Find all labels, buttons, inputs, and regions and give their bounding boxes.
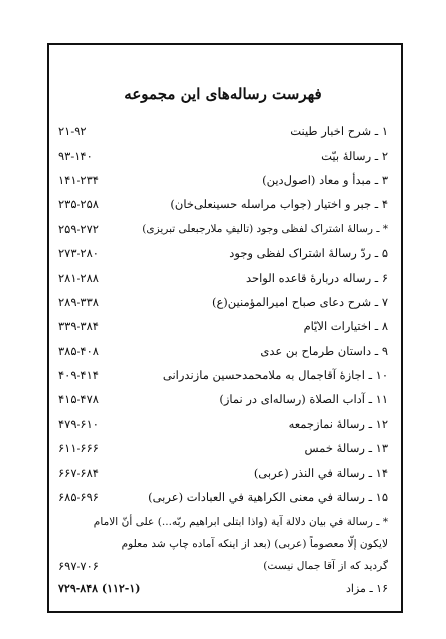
- toc-label: ۱۵ ـ رسالة في معنی الكراهية في العبادات (عربی): [148, 490, 388, 505]
- toc-row: [58, 460, 388, 484]
- toc-label: ۹ ـ داستان طرماح بن عدی: [260, 343, 388, 358]
- toc-pages: ۲۷۳-۲۸۰: [58, 246, 99, 261]
- toc-pages: (۱۱۲-۱) ۷۲۹-۸۴۸: [58, 581, 141, 595]
- toc-pages: ۶۹۷-۷۰۶: [58, 559, 99, 574]
- toc-label: ۱۲ ـ رسالهٔ نمازجمعه: [288, 416, 388, 431]
- toc-pages: ۲۵۹-۲۷۲: [58, 221, 99, 236]
- toc-pages: ۲۱-۹۲: [58, 124, 87, 139]
- toc-pages: ۶۱۱-۶۶۶: [58, 441, 99, 456]
- toc-row: [58, 387, 388, 411]
- toc-pages: ۴۱۵-۴۷۸: [58, 392, 99, 407]
- toc-row: [58, 217, 388, 241]
- toc-row: [58, 168, 388, 192]
- toc-pages: ۲۸۱-۲۸۸: [58, 270, 99, 285]
- toc-label: ۷ ـ شرح دعای صباح اميرالمؤمنين(ع): [211, 294, 388, 309]
- toc-pages: ۱۴۱-۲۳۴: [58, 172, 99, 187]
- toc-pages: ۲۸۹-۳۳۸: [58, 294, 99, 309]
- toc-row: [58, 241, 388, 265]
- toc-pages: ۲۳۵-۲۵۸: [58, 197, 99, 212]
- star-note-line-1: * ـ رسالة في بيان دلالة آية (واذا ابتلی ابراهيم ربّه...) علی أنّ الامام: [93, 516, 388, 529]
- star-note-line-3: گرديد كه از آقا جمال نيست): [263, 560, 388, 573]
- toc-pages: ۳۳۹-۳۸۴: [58, 319, 99, 334]
- toc-pages: ۴۰۹-۴۱۴: [58, 368, 99, 383]
- toc-row: [58, 436, 388, 460]
- toc-pages: ۶۶۷-۶۸۴: [58, 465, 99, 480]
- toc-row: [58, 314, 388, 338]
- toc-row: [58, 555, 388, 577]
- toc-row: [58, 143, 388, 167]
- toc-label: ۱ ـ شرح اخبار طينت: [290, 124, 388, 139]
- toc-pages: ۴۷۹-۶۱۰: [58, 416, 99, 431]
- page-title: فهرست رساله‌های این مجموعه: [124, 85, 322, 103]
- toc-label: ۵ ـ ردّ رسالهٔ اشتراک لفظی وجود: [229, 246, 388, 261]
- toc-row-last: [58, 577, 388, 599]
- toc-label: ۱۶ ـ مزاد: [346, 581, 388, 595]
- toc-row: [58, 290, 388, 314]
- star-note-line-2: لايكون إلّا معصوماً (عربی) (بعد از اينكه آماده چاپ شد معلوم: [121, 538, 388, 551]
- toc-label: ۸ ـ اختيارات الايّام: [303, 319, 388, 334]
- toc-pages: ۶۸۵-۶۹۶: [58, 490, 99, 505]
- toc-label: ۲ ـ رسالهٔ بيّت: [321, 148, 388, 163]
- toc-label: ۱۴ ـ رسالة في النذر (عربی): [253, 465, 388, 480]
- toc-label: ۶ ـ رساله دربارهٔ قاعده الواحد: [245, 270, 388, 285]
- toc-label: ۱۳ ـ رسالهٔ خمس: [304, 441, 388, 456]
- toc-label: ۴ ـ جبر و اختيار (جواب مراسله حسينعلی‌خان): [170, 197, 388, 212]
- toc-row: [58, 485, 388, 509]
- toc-row: [58, 265, 388, 289]
- toc-label: * ـ رسالهٔ اشتراک لفظی وجود (تاليفِ ملارجبعلی تبريزی): [142, 222, 388, 235]
- toc-row: [58, 339, 388, 363]
- toc-pages: ۹۳-۱۴۰: [58, 148, 93, 163]
- star-note: [58, 511, 388, 555]
- toc-label: ۱۱ ـ آداب الصلاة (رساله‌ای در نماز): [219, 392, 388, 407]
- toc-row: [58, 412, 388, 436]
- toc-label: ۱۰ ـ اجازهٔ آقاجمال به ملامحمدحسين مازندرانی: [162, 368, 388, 383]
- toc-row: [58, 363, 388, 387]
- toc-list: [58, 119, 388, 599]
- toc-row: [58, 192, 388, 216]
- toc-pages: ۳۸۵-۴۰۸: [58, 343, 99, 358]
- toc-label: ۳ ـ مبدأ و معاد (اصول‌دين): [262, 172, 388, 187]
- toc-row: [58, 119, 388, 143]
